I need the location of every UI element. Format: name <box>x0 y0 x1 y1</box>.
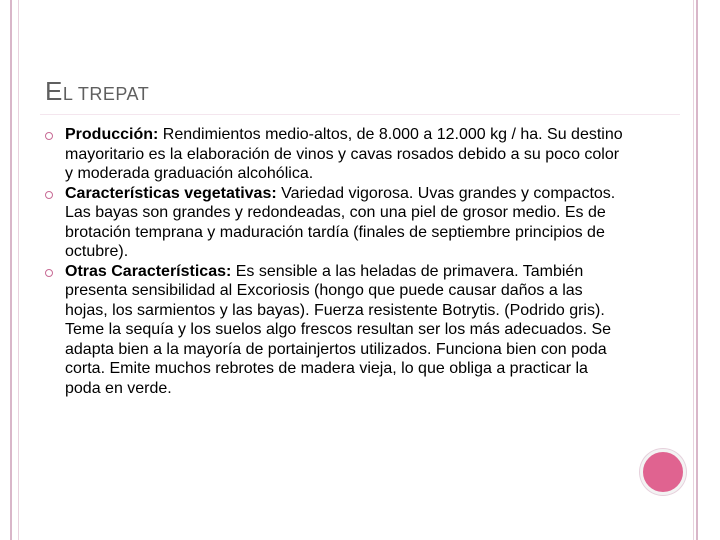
bullet-text: Rendimientos medio-altos, de 8.000 a 12.000 kg / ha. Su destino mayoritario es la elaboración de vinos y cavas rosados debido a su poco color y moderada graduación alcohólica. <box>65 126 623 182</box>
bullet-label: Producción: <box>65 126 159 143</box>
ring-bullet-icon <box>45 269 53 277</box>
title-divider <box>40 114 680 115</box>
ring-bullet-icon <box>45 132 53 140</box>
bullet-item-caracteristicas-vegetativas <box>45 184 625 262</box>
slide-title <box>45 76 149 109</box>
bullet-label: Otras Características: <box>65 262 232 280</box>
bullet-text: Variedad vigorosa. Uvas grandes y compactos. Las bayas son grandes y redondeadas, con una piel de grosor medio. Es de brotación temprana y maduración tardía (finales de septiembre principios de octubre). <box>65 184 616 260</box>
bullet-text: Es sensible a las heladas de primavera. También presenta sensibilidad al Excoriosis (hongo que puede causar daños a las hojas, los sarmientos y las bayas). Fuerza resistente Botrytis. (Podrido gris). Teme la sequía y los suelos algo frescos resultan ser los más adecuados. Se adapta bien a la mayoría de portainjertos utilizados. Funciona bien con poda corta. Emite muchos rebrotes de madera vieja, lo que obliga a practicar la poda en verde. <box>65 262 612 397</box>
ring-bullet-icon <box>45 191 53 199</box>
bullet-label: Características vegetativas: <box>65 184 277 202</box>
bullet-item-produccion <box>45 125 625 184</box>
slide-title-rest: L TREPAT <box>62 84 150 104</box>
decorative-circle-icon <box>640 449 686 495</box>
bullet-list <box>45 125 625 398</box>
slide-title-first-letter: E <box>45 76 63 106</box>
bullet-item-otras-caracteristicas <box>45 262 625 399</box>
